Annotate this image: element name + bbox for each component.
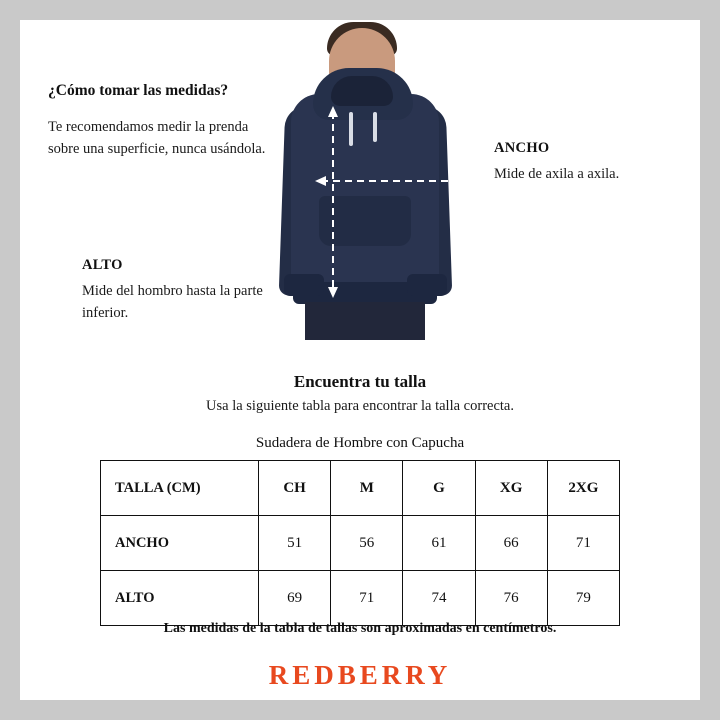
hoodie-cuff-left (284, 274, 324, 296)
table-cell: 69 (259, 571, 331, 626)
measurement-instructions-section (20, 20, 700, 340)
table-cell: 71 (331, 571, 403, 626)
hoodie-pocket (319, 196, 411, 246)
table-cell: 66 (475, 516, 547, 571)
table-header-cell: TALLA (CM) (101, 461, 259, 516)
howto-text: Te recomendamos medir la prenda sobre una superficie, nunca usándola. (48, 119, 266, 158)
table-cell: 71 (547, 516, 619, 571)
hoodie-body (291, 94, 439, 294)
ancho-label-title: ANCHO (494, 140, 550, 156)
table-cell: 56 (331, 516, 403, 571)
size-table-note: Las medidas de la tabla de tallas son aproximadas en centímetros. (163, 621, 557, 636)
hoodie-photo (265, 20, 465, 340)
hoodie-cuff-right (407, 274, 447, 296)
table-row-label: ANCHO (101, 516, 259, 571)
find-size-subtitle: Usa la siguiente tabla para encontrar la talla correcta. (206, 398, 514, 414)
hoodie-hood-inner (331, 76, 393, 106)
table-row (101, 516, 620, 571)
table-cell: 51 (259, 516, 331, 571)
alto-label-text: Mide del hombro hasta la parte inferior. (82, 283, 263, 322)
size-guide-card (20, 20, 700, 700)
table-header-cell: G (403, 461, 475, 516)
table-cell: 61 (403, 516, 475, 571)
find-size-title: Encuentra tu talla (293, 372, 427, 391)
table-header-cell: XG (475, 461, 547, 516)
table-header-row (101, 461, 620, 516)
table-header-cell: CH (259, 461, 331, 516)
table-cell: 74 (403, 571, 475, 626)
hoodie-drawstring-right (373, 112, 377, 142)
table-header-cell: 2XG (547, 461, 619, 516)
ancho-label-text: Mide de axila a axila. (494, 166, 620, 182)
brand-logo: REDBERRY (268, 660, 452, 690)
table-header-cell: M (331, 461, 403, 516)
table-cell: 76 (475, 571, 547, 626)
table-row (101, 571, 620, 626)
size-table (100, 460, 620, 626)
table-row-label: ALTO (101, 571, 259, 626)
table-cell: 79 (547, 571, 619, 626)
size-table-caption: Sudadera de Hombre con Capucha (255, 435, 465, 451)
model-jeans (305, 302, 425, 340)
hoodie-drawstring-left (349, 112, 353, 146)
howto-title: ¿Cómo tomar las medidas? (48, 82, 229, 99)
alto-label-title: ALTO (82, 257, 123, 273)
